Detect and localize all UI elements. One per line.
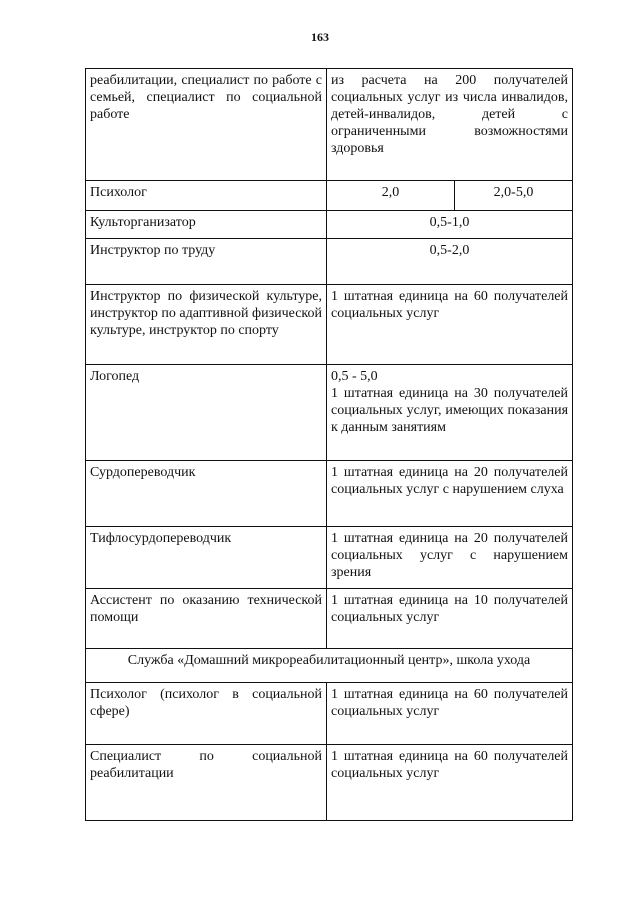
- table-row: [86, 181, 573, 211]
- position-cell: Тифлосурдопереводчик: [86, 527, 327, 589]
- position-cell: Психолог: [86, 181, 327, 211]
- section-heading: Служба «Домашний микрореабилитационный центр», школа ухода: [86, 649, 573, 683]
- table-row: [86, 461, 573, 527]
- table-row: [86, 69, 573, 181]
- norm-cell: 1 штатная единица на 20 получателей социальных услуг с нарушением зрения: [327, 527, 573, 589]
- table-row: [86, 239, 573, 285]
- page-number: 163: [311, 30, 329, 44]
- position-cell: Ассистент по оказанию технической помощи: [86, 589, 327, 649]
- norm-cell: 1 штатная единица на 60 получателей социальных услуг: [327, 285, 573, 365]
- norm-cell: 1 штатная единица на 60 получателей социальных услуг: [327, 683, 573, 745]
- norm-cell: из расчета на 200 получателей социальных услуг из числа инвалидов, детей-инвалидов, детей с ограниченными возможностями здоровья: [327, 69, 573, 181]
- norm-cell: [327, 365, 573, 461]
- table-row: [86, 683, 573, 745]
- position-cell: Сурдопереводчик: [86, 461, 327, 527]
- position-cell: Психолог (психолог в социальной сфере): [86, 683, 327, 745]
- norm-cell: 1 штатная единица на 20 получателей социальных услуг с нарушением слуха: [327, 461, 573, 527]
- norm-cell: 1 штатная единица на 60 получателей социальных услуг: [327, 745, 573, 821]
- section-row: [86, 649, 573, 683]
- position-cell: Инструктор по труду: [86, 239, 327, 285]
- norm-cell: 0,5-1,0: [327, 211, 573, 239]
- table-row: [86, 365, 573, 461]
- table-row: [86, 211, 573, 239]
- table-row: [86, 285, 573, 365]
- norm-cell: 0,5-2,0: [327, 239, 573, 285]
- norm-cell: 2,0: [327, 181, 455, 211]
- norm-cell: 2,0-5,0: [455, 181, 573, 211]
- position-cell: Логопед: [86, 365, 327, 461]
- table-row: [86, 589, 573, 649]
- norm-range: 0,5 - 5,0: [331, 369, 378, 384]
- position-cell: Культорганизатор: [86, 211, 327, 239]
- norm-text: 1 штатная единица на 30 получателей социальных услуг, имеющих показания к данным занятиям: [331, 386, 569, 435]
- position-cell: Инструктор по физической культуре, инструктор по адаптивной физической культуре, инструктор по спорту: [86, 285, 327, 365]
- table-row: [86, 527, 573, 589]
- staffing-table: [85, 68, 573, 821]
- position-cell: реабилитации, специалист по работе с семьей, специалист по социальной работе: [86, 69, 327, 181]
- table-row: [86, 745, 573, 821]
- position-cell: Специалист по социальной реабилитации: [86, 745, 327, 821]
- norm-cell: 1 штатная единица на 10 получателей социальных услуг: [327, 589, 573, 649]
